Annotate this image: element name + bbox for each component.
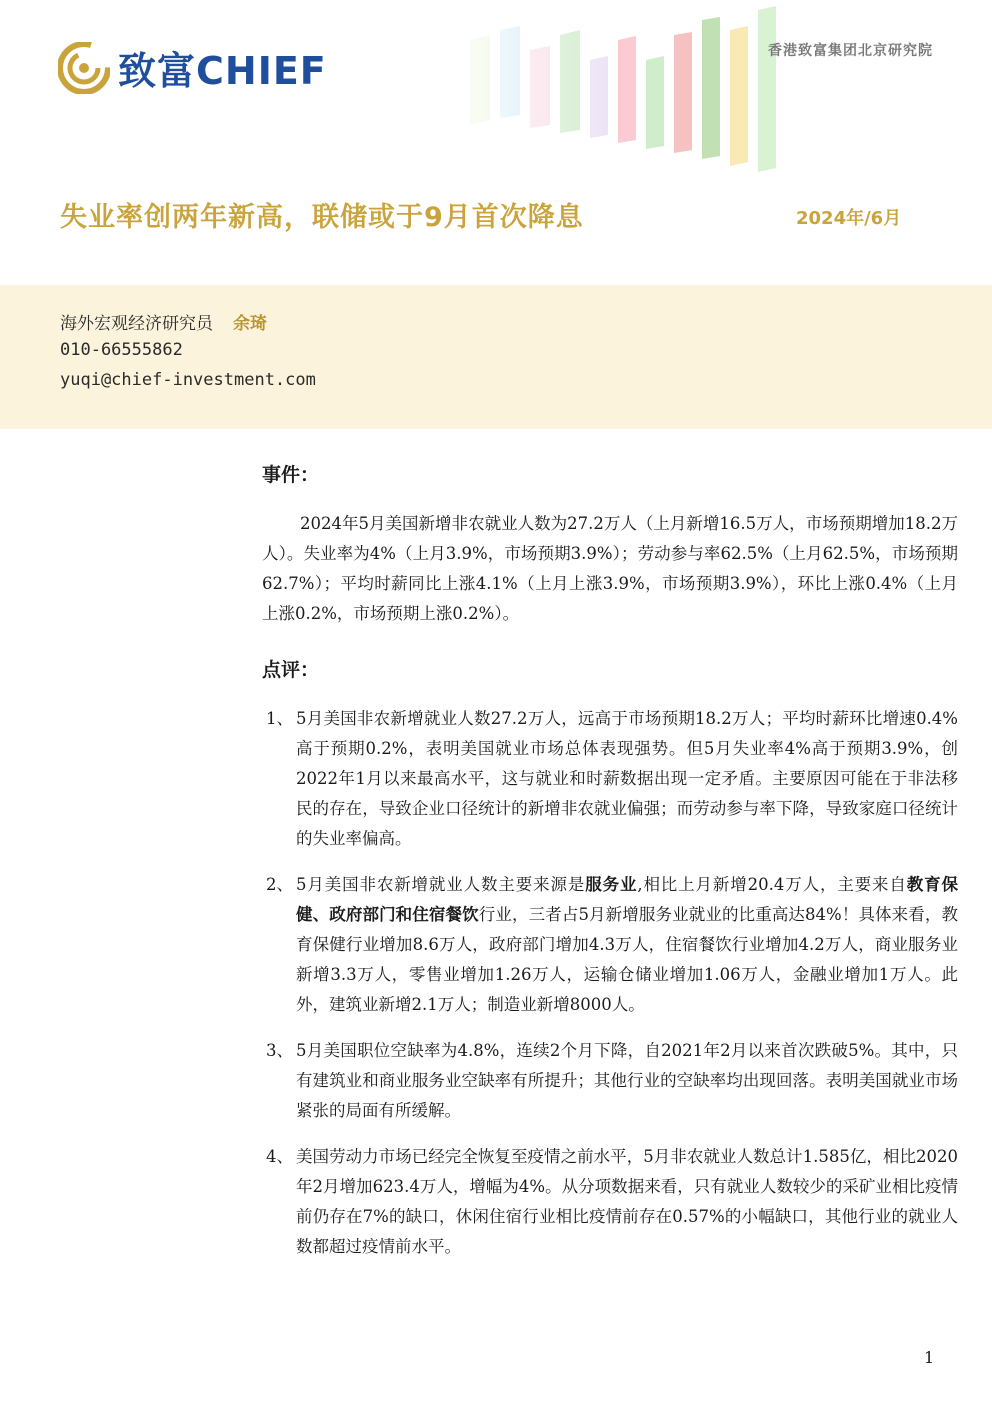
company-logo <box>58 40 327 95</box>
review-item-3 <box>232 1036 958 1126</box>
report-title: 失业率创两年新高，联储或于9月首次降息 <box>60 202 584 233</box>
chief-logo-icon <box>58 42 110 94</box>
event-paragraph: 2024年5月美国新增非农就业人数为27.2万人（上月新增16.5万人，市场预期增加18.2万人）。失业率为4%（上月3.9%，市场预期3.9%）；劳动参与率62.5%（上月62.5%，市场预期62.7%）；平均时薪同比上涨4.1%（上月上涨3.9%，市场预期3.9%），环比上涨0.4%（上月上涨0.2%，市场预期上涨0.2%）。 <box>262 514 958 623</box>
review-list <box>262 704 958 1262</box>
report-date: 2024年/6月 <box>796 208 902 229</box>
author-role: 海外宏观经济研究员 <box>60 314 213 334</box>
review-item-text: 5月美国职位空缺率为4.8%，连续2个月下降，自2021年2月以来首次跌破5%。其中，只有建筑业和商业服务业空缺率有所提升；其他行业的空缺率均出现回落。表明美国就业市场紧张的局面有所缓解。 <box>296 1041 958 1120</box>
author-phone: 010-66555862 <box>60 340 183 360</box>
page-number: 1 <box>924 1348 935 1367</box>
review-item-text-post: 行业，三者占5月新增服务业就业的比重高达84%！具体来看，教育保健行业增加8.6万人，政府部门增加4.3万人，住宿餐饮行业增加4.2万人，商业服务业新增3.3万人，零售业增加1.26万人，运输仓储业增加1.06万人，金融业增加1万人。此外，建筑业新增2.1万人；制造业新增8000人。 <box>296 905 959 1014</box>
review-item-1 <box>232 704 958 854</box>
author-name: 余琦 <box>233 314 267 334</box>
author-info-band <box>0 285 992 429</box>
review-item-number: 3、 <box>266 1041 293 1060</box>
review-heading: 点评： <box>262 659 320 681</box>
review-item-number: 1、 <box>266 709 293 728</box>
review-item-text: 美国劳动力市场已经完全恢复至疫情之前水平，5月非农就业人数总计1.585亿，相比2020年2月增加623.4万人，增幅为4%。从分项数据来看，只有就业人数较少的采矿业相比疫情前仍存在7%的缺口，休闲住宿行业相比疫情前存在0.57%的小幅缺口，其他行业的就业人数都超过疫情前水平。 <box>296 1147 958 1256</box>
review-item-bold-sectors: 教育保健、政府部门和住宿餐饮 <box>296 875 959 924</box>
review-item-4 <box>232 1142 958 1262</box>
author-email[interactable]: yuqi@chief-investment.com <box>60 370 316 390</box>
report-header <box>0 0 992 285</box>
review-item-text: 5月美国非农新增就业人数27.2万人，远高于市场预期18.2万人；平均时薪环比增速0.4%高于预期0.2%，表明美国就业市场总体表现强势。但5月失业率4%高于预期3.9%，创2022年1月以来最高水平，这与就业和时薪数据出现一定矛盾。主要原因可能在于非法移民的存在，导致企业口径统计的新增非农就业偏强；而劳动参与率下降，导致家庭口径统计的失业率偏高。 <box>296 709 958 848</box>
review-item-text-mid: ,相比上月新增20.4万人，主要来自 <box>637 875 907 894</box>
review-item-number: 4、 <box>266 1147 293 1166</box>
review-item-2 <box>232 870 958 1020</box>
event-heading: 事件： <box>262 464 320 486</box>
logo-text: 致富CHIEF <box>118 49 327 93</box>
report-body <box>262 460 958 1262</box>
institute-name: 香港致富集团北京研究院 <box>768 43 933 59</box>
review-item-number: 2、 <box>266 875 293 894</box>
review-item-text-pre: 5月美国非农新增就业人数主要来源是 <box>296 875 586 894</box>
author-role-line <box>60 309 267 334</box>
review-item-bold-services: 服务业 <box>585 875 638 894</box>
